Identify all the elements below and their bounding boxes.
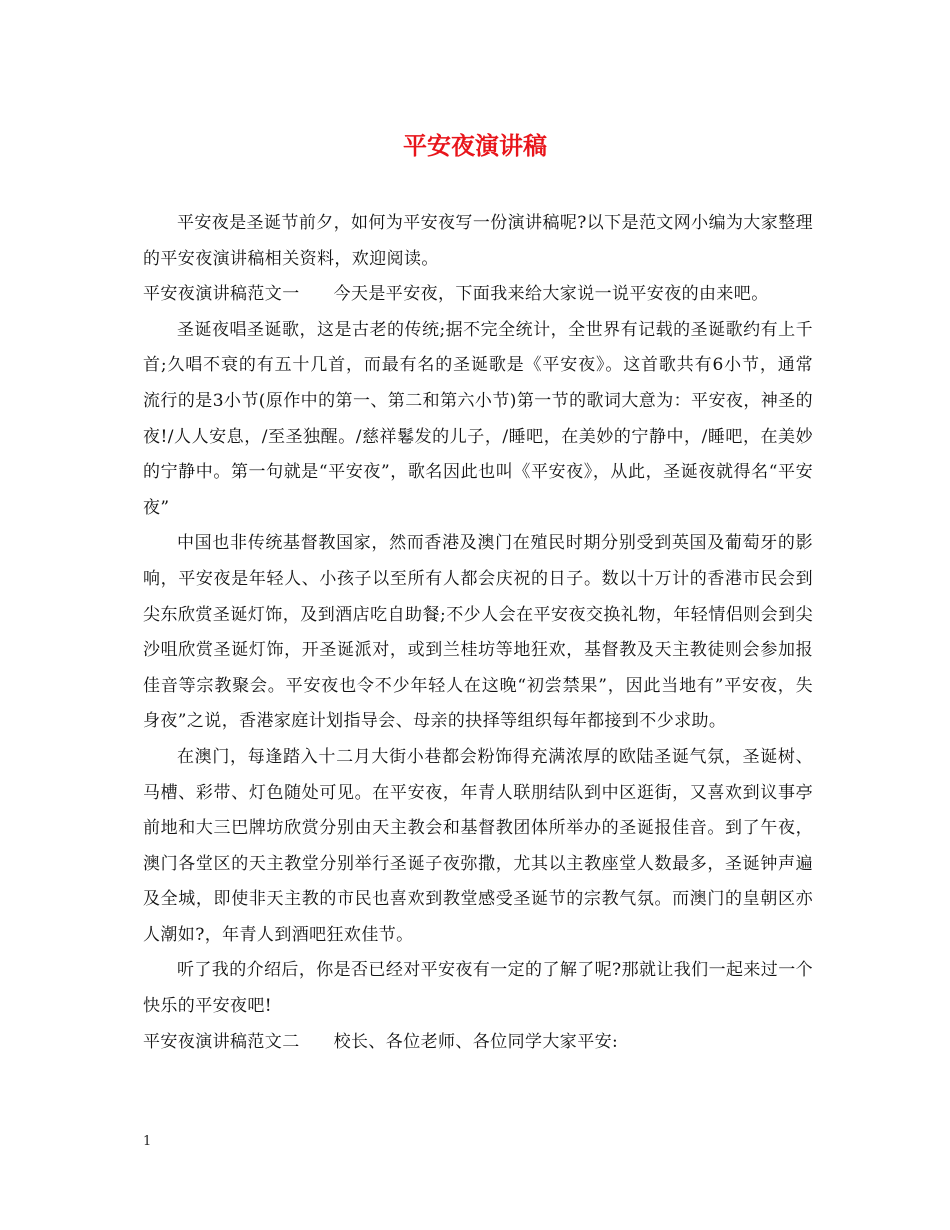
body-paragraph: 听了我的介绍后，你是否已经对平安夜有一定的了解了呢?那就让我们一起来过一个快乐的平安夜吧! bbox=[143, 960, 813, 1017]
sample-one-label: 平安夜演讲稿范文一 bbox=[143, 284, 300, 305]
body-paragraph: 圣诞夜唱圣诞歌，这是古老的传统;据不完全统计，全世界有记载的圣诞歌约有上千首;久唱不衰的有五十几首，而最有名的圣诞歌是《平安夜》。这首歌共有6小节，通常流行的是3小节(原作中的第一、第二和第六小节)第一节的歌词大意为：平安夜，神圣的夜!/人人安息，/至圣独醒。/慈祥鬈发的儿子，/睡吧，在美妙的宁静中，/睡吧，在美妙的宁静中。第一句就是“平安夜”，歌名因此也叫《平安夜》，从此，圣诞夜就得名“平安夜” bbox=[143, 319, 813, 518]
page-number: 1 bbox=[143, 1134, 152, 1149]
body-paragraph: 在澳门，每逢踏入十二月大街小巷都会粉饰得充满浓厚的欧陆圣诞气氛，圣诞树、马槽、彩带、灯色随处可见。在平安夜，年青人联朋结队到中区逛街，又喜欢到议事亭前地和大三巴牌坊欣赏分别由天主教会和基督教团体所举办的圣诞报佳音。到了午夜，澳门各堂区的天主教堂分别举行圣诞子夜弥撒，尤其以主教座堂人数最多，圣诞钟声遍及全城，即使非天主教的市民也喜欢到教堂感受圣诞节的宗教气氛。而澳门的皇朝区亦人潮如?，年青人到酒吧狂欢佳节。 bbox=[143, 746, 813, 945]
document-body bbox=[143, 206, 813, 1060]
sample-two-label: 平安夜演讲稿范文二 bbox=[143, 1031, 300, 1052]
document-title: 平安夜演讲稿 bbox=[403, 131, 547, 160]
intro-paragraph: 平安夜是圣诞节前夕，如何为平安夜写一份演讲稿呢?以下是范文网小编为大家整理的平安夜演讲稿相关资料，欢迎阅读。 bbox=[143, 213, 813, 269]
body-paragraph: 中国也非传统基督教国家，然而香港及澳门在殖民时期分别受到英国及葡萄牙的影响，平安夜是年轻人、小孩子以至所有人都会庆祝的日子。数以十万计的香港市民会到尖东欣赏圣诞灯饰，及到酒店吃自助餐;不少人会在平安夜交换礼物，年轻情侣则会到尖沙咀欣赏圣诞灯饰，开圣诞派对，或到兰桂坊等地狂欢，基督教及天主教徒则会参加报佳音等宗教聚会。平安夜也令不少年轻人在这晚“初尝禁果”，因此当地有”平安夜，失身夜”之说，香港家庭计划指导会、母亲的抉择等组织每年都接到不少求助。 bbox=[143, 533, 813, 732]
sample-one-line bbox=[143, 277, 813, 313]
sample-two-lead: 校长、各位老师、各位同学大家平安: bbox=[333, 1031, 619, 1052]
sample-two-line bbox=[143, 1025, 813, 1061]
sample-one-lead: 今天是平安夜，下面我来给大家说一说平安夜的由来吧。 bbox=[333, 284, 769, 305]
